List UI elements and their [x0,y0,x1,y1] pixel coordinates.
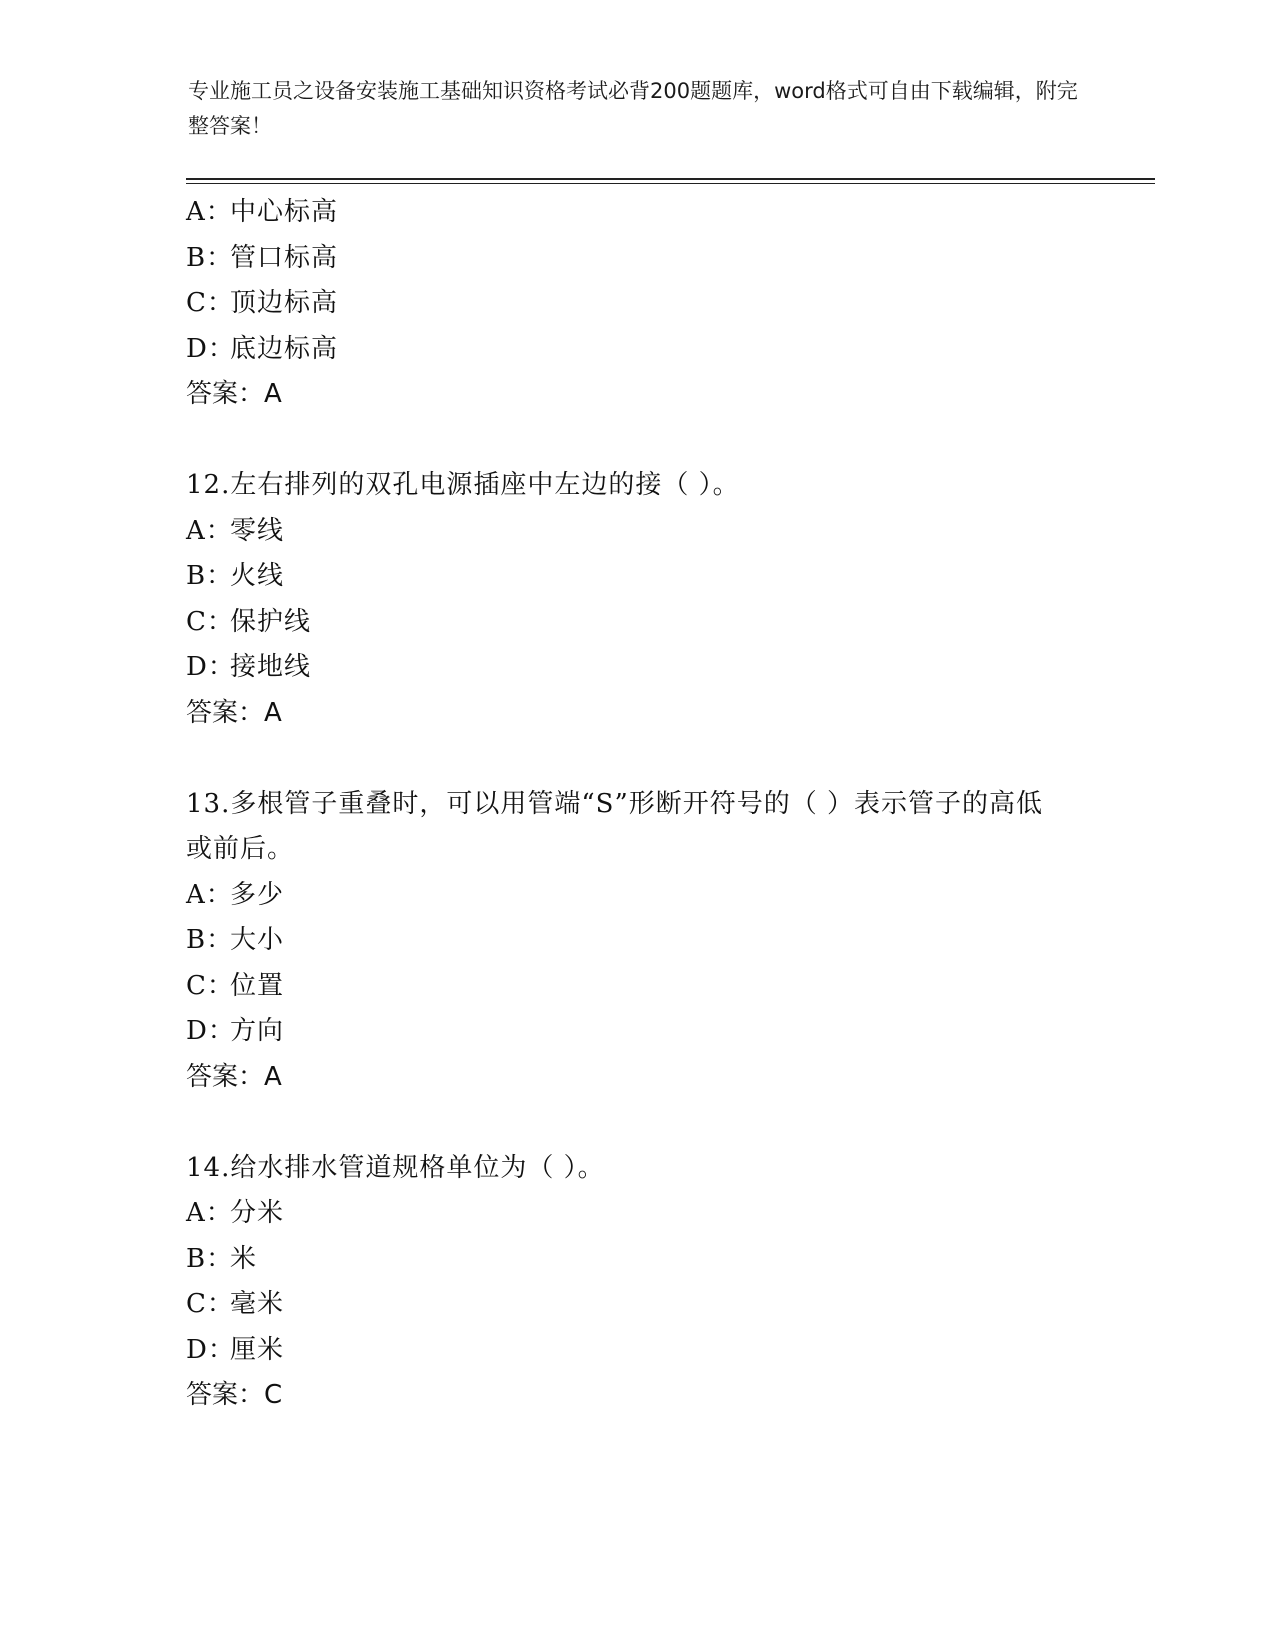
spacer [186,736,1136,782]
question-list [186,190,1136,1419]
option-a: A：零线 [186,515,285,546]
question-block-14 [186,1146,1136,1419]
spacer [186,418,1136,464]
question-block-12 [186,463,1136,736]
option-c: C：毫米 [186,1289,285,1319]
spacer [186,1100,1136,1146]
option-a: A：中心标高 [186,197,339,227]
answer-line: 答案：A [186,697,282,728]
option-a: A：多少 [186,879,285,910]
option-d: D：厘米 [186,1334,285,1365]
question-stem: 12.左右排列的双孔电源插座中左边的接（ ）。 [186,470,740,500]
header-rule-thick [186,178,1155,180]
option-c: C：保护线 [186,606,312,637]
option-b: B：火线 [186,561,285,591]
option-b: B：米 [186,1243,258,1274]
option-d: D：接地线 [186,652,312,682]
document-header [188,74,1088,144]
question-stem: 13.多根管子重叠时，可以用管端“S”形断开符号的（ ）表示管子的高低或前后。 [186,788,1044,864]
answer-line: 答案：A [186,379,282,409]
option-b: B：管口标高 [186,242,339,273]
header-rule-thin [186,183,1155,184]
answer-line: 答案：C [186,1380,283,1410]
option-b: B：大小 [186,925,285,955]
answer-line: 答案：A [186,1061,282,1092]
document-title: 专业施工员之设备安装施工基础知识资格考试必背200题题库，word格式可自由下载编辑，附完整答案！ [188,79,1078,138]
option-a: A：分米 [186,1198,285,1228]
option-c: C：顶边标高 [186,288,339,318]
question-block-13 [186,782,1136,1101]
option-d: D：底边标高 [186,333,339,364]
option-c: C：位置 [186,970,285,1001]
question-block-continued [186,190,1136,418]
option-d: D：方向 [186,1016,285,1046]
question-stem: 14.给水排水管道规格单位为（ ）。 [186,1152,605,1183]
